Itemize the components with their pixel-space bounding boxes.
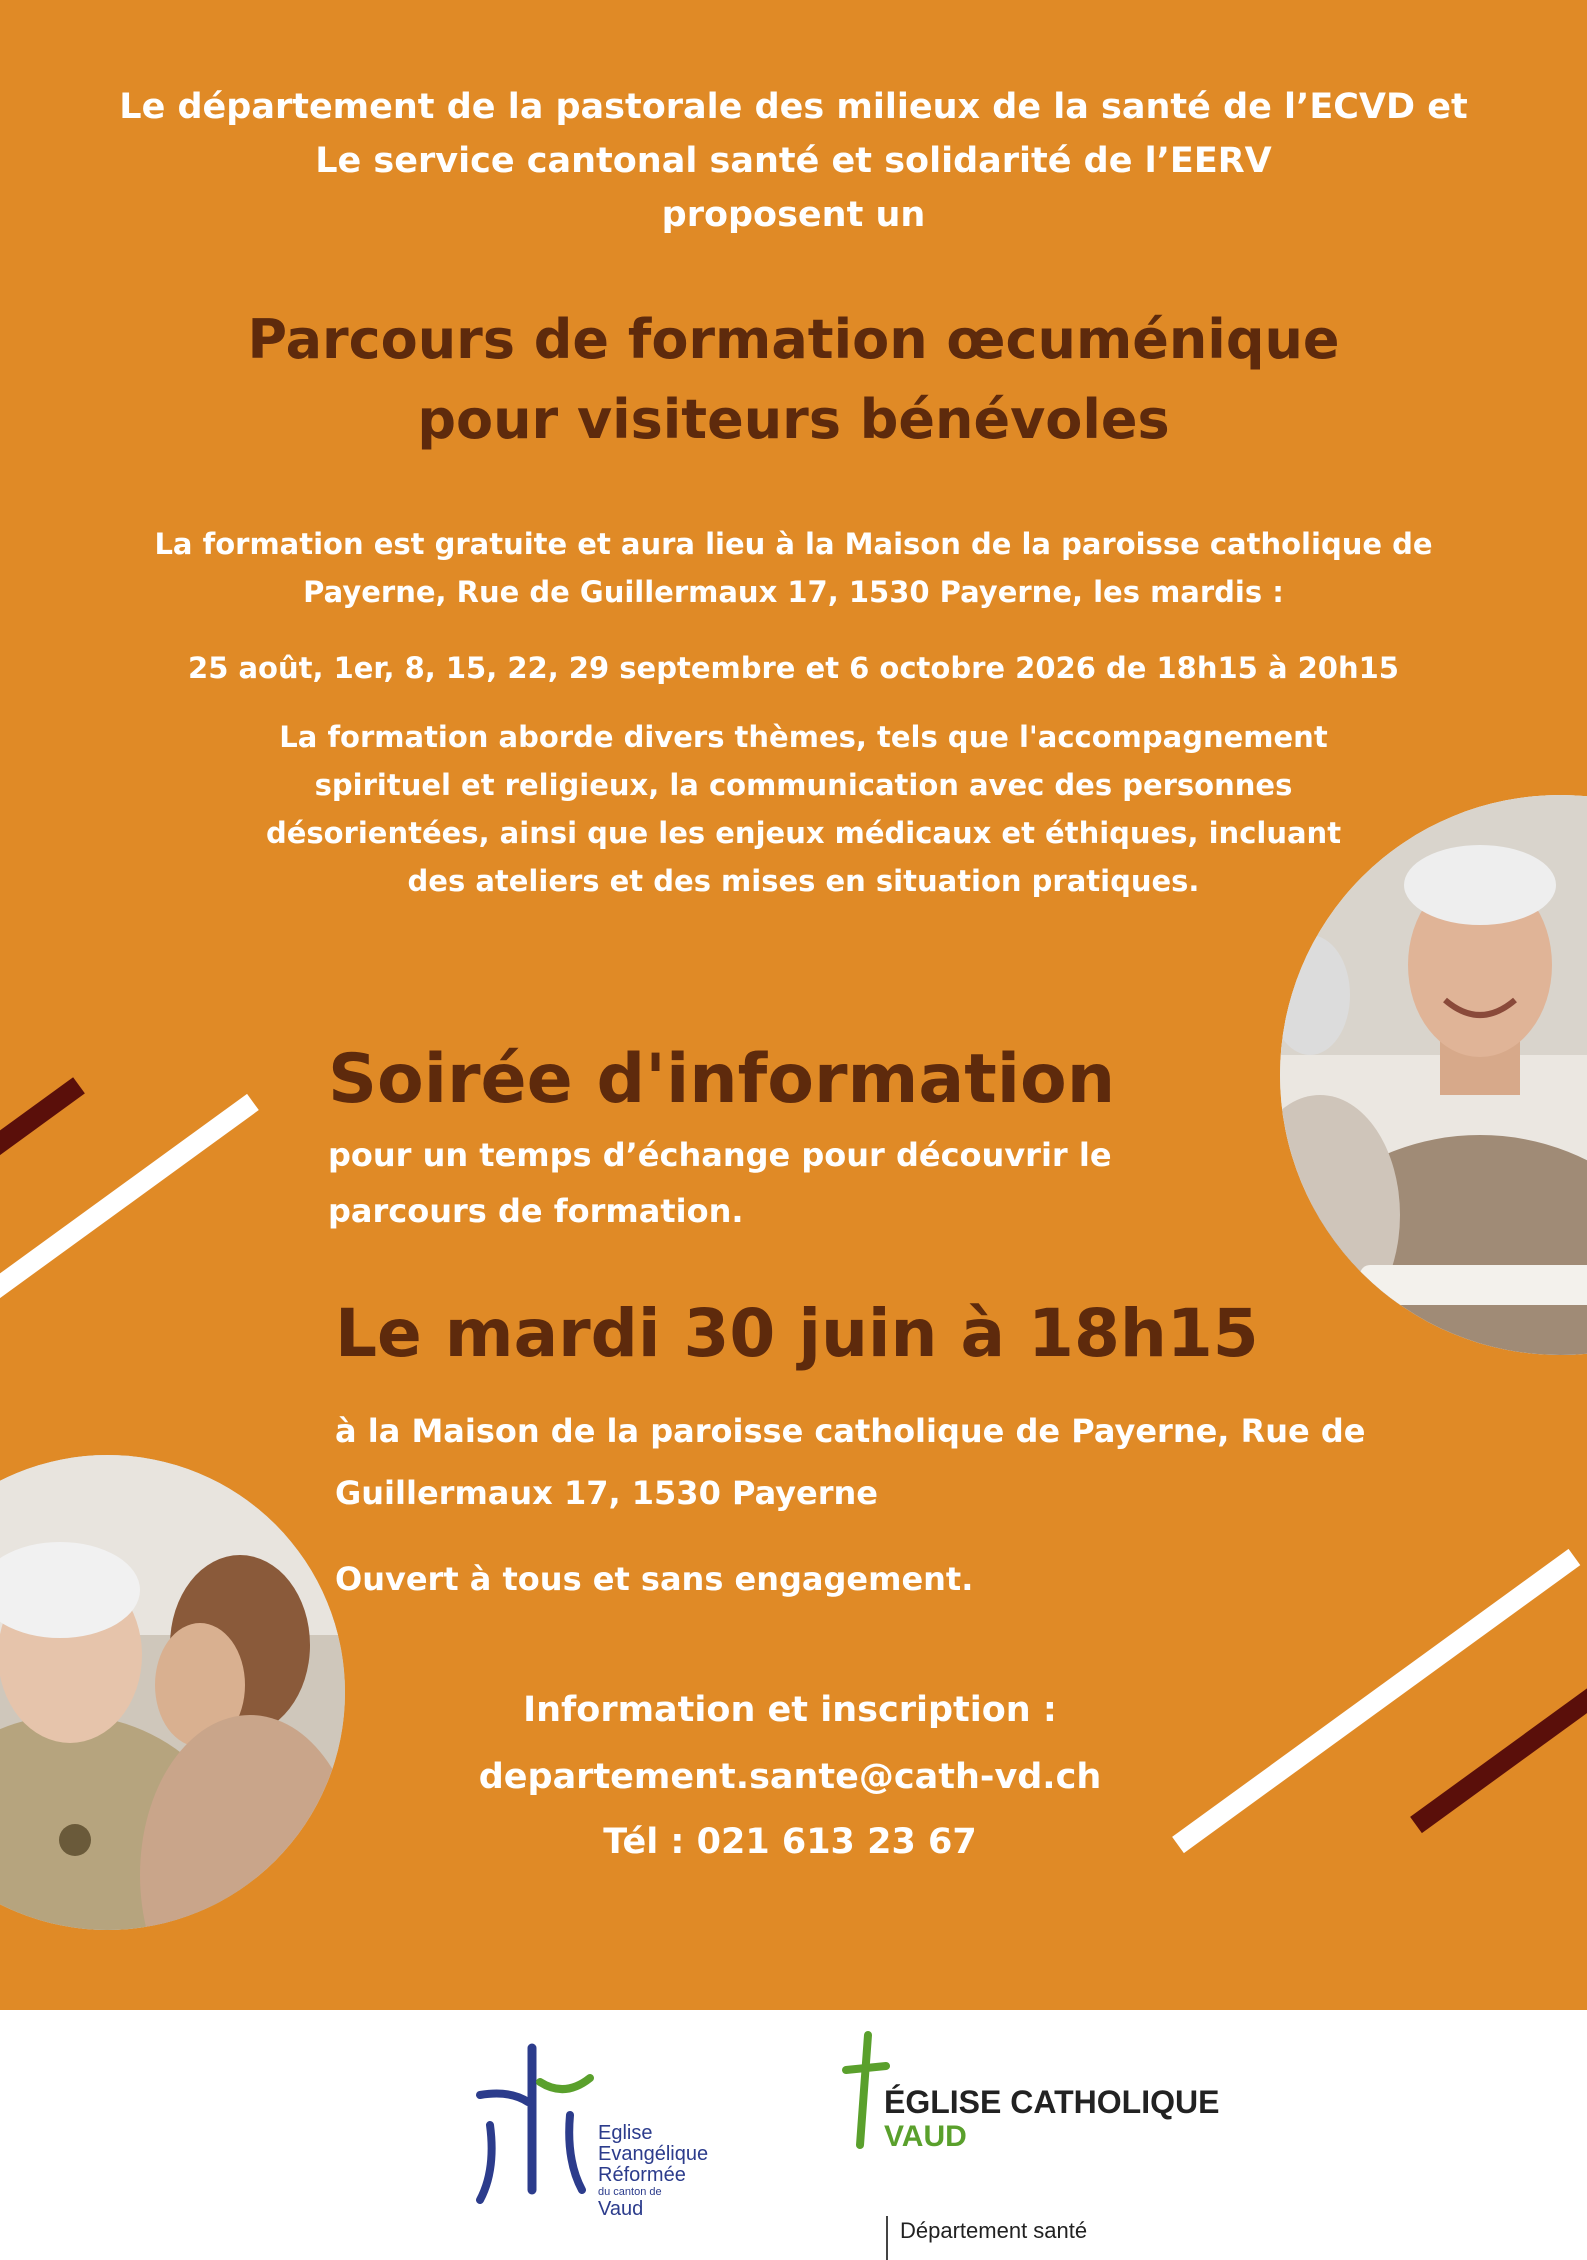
soiree-sub-line-2: parcours de formation.	[328, 1192, 744, 1230]
soiree-sub-line-1: pour un temps d’échange pour découvrir le	[328, 1136, 1112, 1174]
themes-line-2: spirituel et religieux, la communication avec des personnes	[314, 768, 1293, 802]
cath-logo-title: ÉGLISE CATHOLIQUE	[884, 2084, 1220, 2120]
cath-logo-divider	[886, 2216, 888, 2260]
page-title	[40, 300, 1547, 460]
eerv-line-2: Evangélique	[598, 2143, 709, 2165]
cath-logo	[840, 2030, 890, 2150]
eerv-logo-text	[598, 2123, 708, 2220]
themes-line-3: désorientées, ainsi que les enjeux médicaux et éthiques, incluant	[265, 816, 1342, 850]
address-line-2: Guillermaux 17, 1530 Payerne	[335, 1474, 878, 1512]
photo-elderly-woman	[0, 1455, 345, 1930]
stripe-dark-left	[0, 1077, 85, 1158]
soiree-subtitle	[328, 1127, 1112, 1239]
cath-logo-department: Département santé	[900, 2218, 1088, 2243]
intro-text	[20, 80, 1567, 242]
eerv-line-4: Vaud	[598, 2198, 644, 2220]
cath-logo-vaud: VAUD	[884, 2120, 967, 2153]
eerv-small-line: du canton de	[598, 2186, 662, 2198]
contact-email-link[interactable]: departement.sante@cath-vd.ch	[478, 1757, 1102, 1797]
eerv-logo	[470, 2040, 600, 2210]
logo-footer	[0, 2010, 1587, 2245]
event-address	[335, 1400, 1435, 1524]
event-open-note: Ouvert à tous et sans engagement.	[335, 1560, 974, 1598]
contact-phone: Tél : 021 613 23 67	[603, 1822, 977, 1862]
eerv-line-3: Réformée	[598, 2164, 686, 2186]
stripe-dark-right	[1410, 1670, 1587, 1833]
formation-location	[60, 520, 1527, 616]
intro-line-1: Le département de la pastorale des milieux de la santé de l’ECVD et	[119, 87, 1468, 127]
soiree-heading: Soirée d'information	[328, 1040, 1116, 1119]
address-line-1: à la Maison de la paroisse catholique de Payerne, Rue de	[335, 1412, 1366, 1450]
formation-themes	[140, 713, 1467, 905]
cath-cross-icon	[840, 2030, 890, 2150]
intro-line-2: Le service cantonal santé et solidarité de l’EERV	[315, 141, 1272, 181]
themes-line-1: La formation aborde divers thèmes, tels que l'accompagnement	[279, 720, 1328, 754]
contact-heading: Information et inscription :	[523, 1690, 1057, 1730]
intro-line-3: proposent un	[661, 195, 926, 235]
eerv-line-1: Eglise	[598, 2122, 653, 2144]
formation-dates: 25 août, 1er, 8, 15, 22, 29 septembre et 6 octobre 2026 de 18h15 à 20h15	[188, 651, 1399, 685]
title-line-2: pour visiteurs bénévoles	[417, 388, 1170, 451]
event-date: Le mardi 30 juin à 18h15	[335, 1295, 1259, 1372]
title-line-1: Parcours de formation œcuménique	[247, 308, 1340, 371]
stripe-white-right	[1172, 1549, 1580, 1853]
formation-line-2: Payerne, Rue de Guillermaux 17, 1530 Payerne, les mardis :	[303, 575, 1284, 609]
formation-line-1: La formation est gratuite et aura lieu à la Maison de la paroisse catholique de	[154, 527, 1433, 561]
themes-line-4: des ateliers et des mises en situation pratiques.	[407, 864, 1200, 898]
eerv-cross-icon	[470, 2040, 600, 2210]
